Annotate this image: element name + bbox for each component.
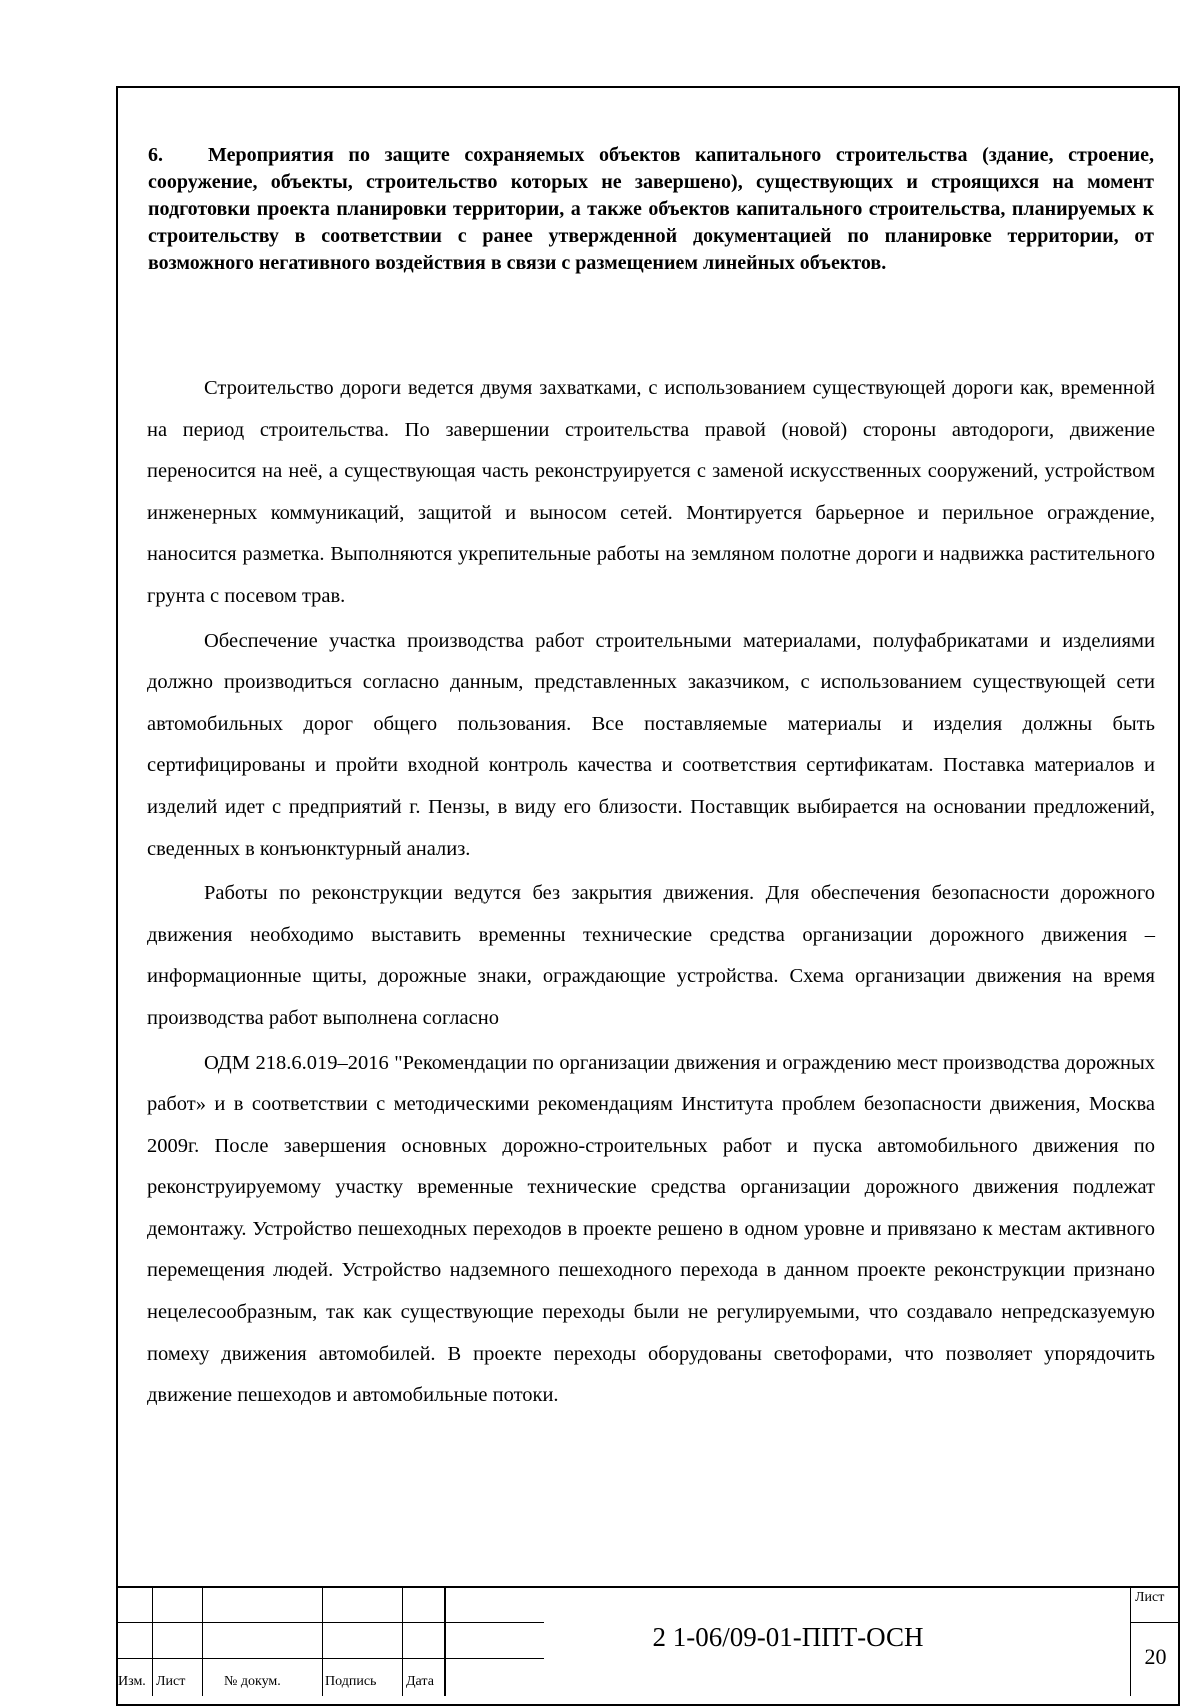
stamp-sheet-divider xyxy=(1131,1622,1180,1623)
section-heading xyxy=(148,142,1154,277)
title-block-stamp xyxy=(116,1586,1180,1706)
stamp-row-line-2 xyxy=(116,1658,544,1659)
stamp-label-izm: Изм. xyxy=(118,1674,146,1689)
body-text xyxy=(147,368,1155,1417)
sheet-number: 20 xyxy=(1144,1644,1167,1669)
stamp-col-line-2 xyxy=(202,1586,203,1696)
stamp-label-list: Лист xyxy=(156,1674,186,1689)
stamp-label-signature: Подпись xyxy=(325,1674,377,1689)
section-number: 6. xyxy=(148,144,163,166)
stamp-col-line-4 xyxy=(402,1586,403,1696)
section-title: Мероприятия по защите сохраняемых объектов капитального строительства (здание, строение, сооружение, объекты, строительство которых не завершено), существующих и строящихся на момент подготовки проекта планировки территории, а также объектов капитального строительства, планируемых к строительству в соответствии с ранее утвержденной документацией по планировке территории, от возможного негативного воздействия в связи с размещением линейных объектов. xyxy=(148,144,1154,274)
stamp-col-line-6 xyxy=(1130,1586,1131,1696)
document-code: 2 1-06/09-01-ППТ-ОСН xyxy=(652,1622,924,1652)
sheet-label: Лист xyxy=(1135,1590,1165,1605)
paragraph-3: Работы по реконструкции ведутся без закрытия движения. Для обеспечения безопасности дорожного движения необходимо выставить временны технические средства организации дорожного движения – информационные щиты, дорожные знаки, ограждающие устройства. Схема организации движения на время производства работ выполнена согласно xyxy=(147,882,1155,1029)
paragraph-2: Обеспечение участка производства работ строительными материалами, полуфабрикатами и изделиями должно производиться согласно данным, представленных заказчиком, с использованием существующей сети автомобильных дорог общего пользования. Все поставляемые материалы и изделия должны быть сертифицированы и пройти входной контроль качества и соответствия сертификатам. Поставка материалов и изделий идет с предприятий г. Пензы, в виду его близости. Поставщик выбирается на основании предложений, сведенных в конъюнктурный анализ. xyxy=(147,629,1155,860)
stamp-top-border xyxy=(116,1586,1180,1588)
stamp-label-doc: № докум. xyxy=(224,1674,281,1689)
paragraph-1: Строительство дороги ведется двумя захватками, с использованием существующей дороги как, временной на период строительства. По завершении строительства правой (новой) стороны автодороги, движение переносится на неё, а существующая часть реконструируется с заменой искусственных сооружений, устройством инженерных коммуникаций, защитой и выносом сетей. Монтируется барьерное и перильное ограждение, наносится разметка. Выполняются укрепительные работы на земляном полотне дороги и надвижка растительного грунта с посевом трав. xyxy=(147,377,1155,607)
stamp-col-line-3 xyxy=(322,1586,323,1696)
paragraph-4: ОДМ 218.6.019–2016 "Рекомендации по организации движения и ограждению мест производства дорожных работ» и в соответствии с методическими рекомендациям Института проблем безопасности движения, Москва 2009г. После завершения основных дорожно-строительных работ и пуска автомобильного движения по реконструируемому участку временные технические средства организации дорожного движения подлежат демонтажу. Устройство пешеходных переходов в проекте решено в одном уровне и привязано к местам активного перемещения людей. Устройство надземного пешеходного перехода в данном проекте реконструкции признано нецелесообразным, так как существующие переходы были не регулируемыми, что создавало непредсказуемую помеху движения автомобилей. В проекте переходы оборудованы светофорами, что позволяет упорядочить движение пешеходов и автомобильные потоки. xyxy=(147,1051,1155,1407)
stamp-col-line-1 xyxy=(152,1586,153,1696)
stamp-label-date: Дата xyxy=(406,1674,434,1689)
